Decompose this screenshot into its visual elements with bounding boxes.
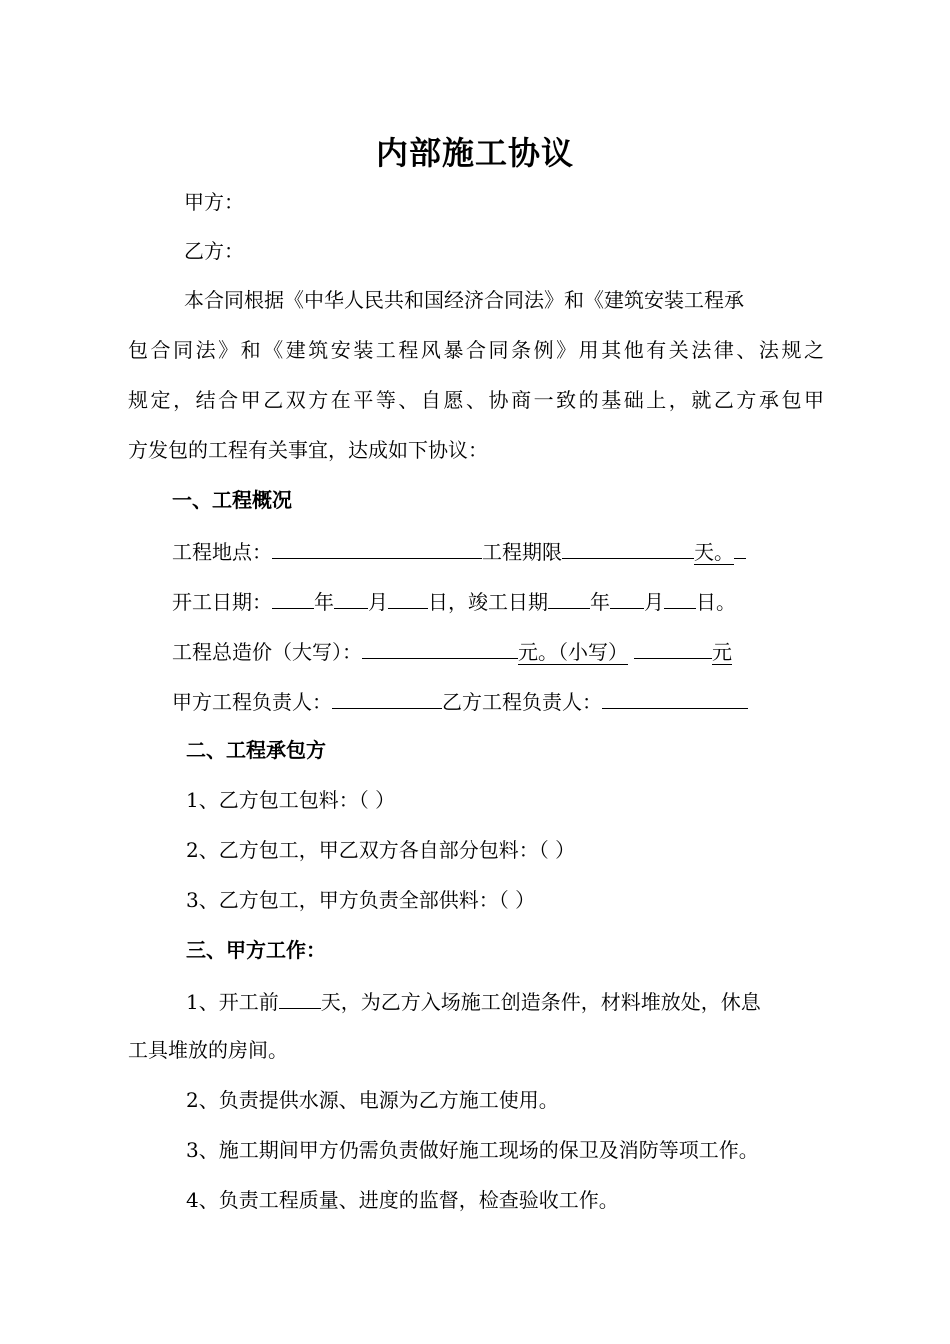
completion-date-label: 日，竣工日期: [428, 590, 548, 614]
party-a-responsible-blank: [332, 684, 442, 709]
party-a-duty-1-continued: 工具堆放的房间。: [128, 1038, 288, 1062]
party-b-responsible-label: 乙方工程负责人：: [442, 690, 602, 714]
cost-uppercase-unit: 元。（小写）: [518, 640, 628, 664]
section-2-heading: 二、工程承包方: [186, 738, 326, 762]
cost-uppercase-blank: [362, 634, 518, 659]
start-date-label: 开工日期：: [172, 590, 272, 614]
end-month-blank: [610, 584, 644, 609]
party-a-label: 甲方：: [184, 190, 244, 214]
days-before-start-blank: [279, 984, 321, 1009]
start-day-blank: [388, 584, 428, 609]
period-label: 工程期限: [482, 540, 562, 564]
location-blank: [272, 534, 482, 559]
end-year-blank: [548, 584, 590, 609]
total-cost-label: 工程总造价（大写）：: [172, 640, 362, 664]
period-unit: 天。: [694, 540, 734, 564]
start-month-blank: [334, 584, 368, 609]
party-a-duty-4: 4、负责工程质量、进度的监督，检查验收工作。: [186, 1188, 619, 1212]
responsible-persons-row: [172, 684, 872, 718]
year-label: 年: [590, 590, 610, 614]
intro-line-1: 本合同根据《中华人民共和国经济合同法》和《建筑安装工程承: [184, 288, 744, 312]
contract-option-3: 3、乙方包工，甲方负责全部供料：（ ）: [186, 888, 536, 912]
party-a-responsible-label: 甲方工程负责人：: [172, 690, 332, 714]
location-label: 工程地点：: [172, 540, 272, 564]
party-b-label: 乙方：: [184, 239, 244, 263]
document-title: 内部施工协议: [375, 134, 574, 172]
party-a-duty-1: [186, 984, 826, 1018]
party-a-duty-3: 3、施工期间甲方仍需负责做好施工现场的保卫及消防等项工作。: [186, 1138, 759, 1162]
party-a-duty-2: 2、负责提供水源、电源为乙方施工使用。: [186, 1088, 559, 1112]
year-label: 年: [314, 590, 334, 614]
intro-line-2: 包合同法》和《建筑安装工程风暴合同条例》用其他有关法律、法规之: [128, 338, 824, 362]
cost-lowercase-blank: [634, 634, 712, 659]
project-location-row: [172, 534, 872, 568]
duty-1-text: 天，为乙方入场施工创造条件，材料堆放处，休息: [320, 990, 761, 1014]
contract-option-1: 1、乙方包工包料：（ ）: [186, 788, 396, 812]
day-label: 日。: [696, 590, 736, 614]
intro-line-3: 规定，结合甲乙双方在平等、自愿、协商一致的基础上，就乙方承包甲: [128, 388, 824, 412]
dates-row: [172, 584, 872, 618]
total-cost-row: [172, 634, 872, 668]
month-label: 月: [368, 590, 388, 614]
intro-line-4: 方发包的工程有关事宜，达成如下协议：: [128, 438, 488, 462]
start-year-blank: [272, 584, 314, 609]
party-b-responsible-blank: [602, 684, 748, 709]
month-label: 月: [644, 590, 664, 614]
period-blank: [562, 534, 694, 559]
contract-option-2: 2、乙方包工，甲乙双方各自部分包料：（ ）: [186, 838, 576, 862]
cost-lowercase-unit: 元: [712, 640, 732, 664]
section-3-heading: 三、甲方工作：: [186, 938, 326, 962]
duty-1-prefix: 1、开工前: [186, 990, 279, 1014]
section-1-heading: 一、工程概况: [172, 488, 292, 512]
end-day-blank: [664, 584, 696, 609]
period-tail-blank: [734, 534, 746, 559]
